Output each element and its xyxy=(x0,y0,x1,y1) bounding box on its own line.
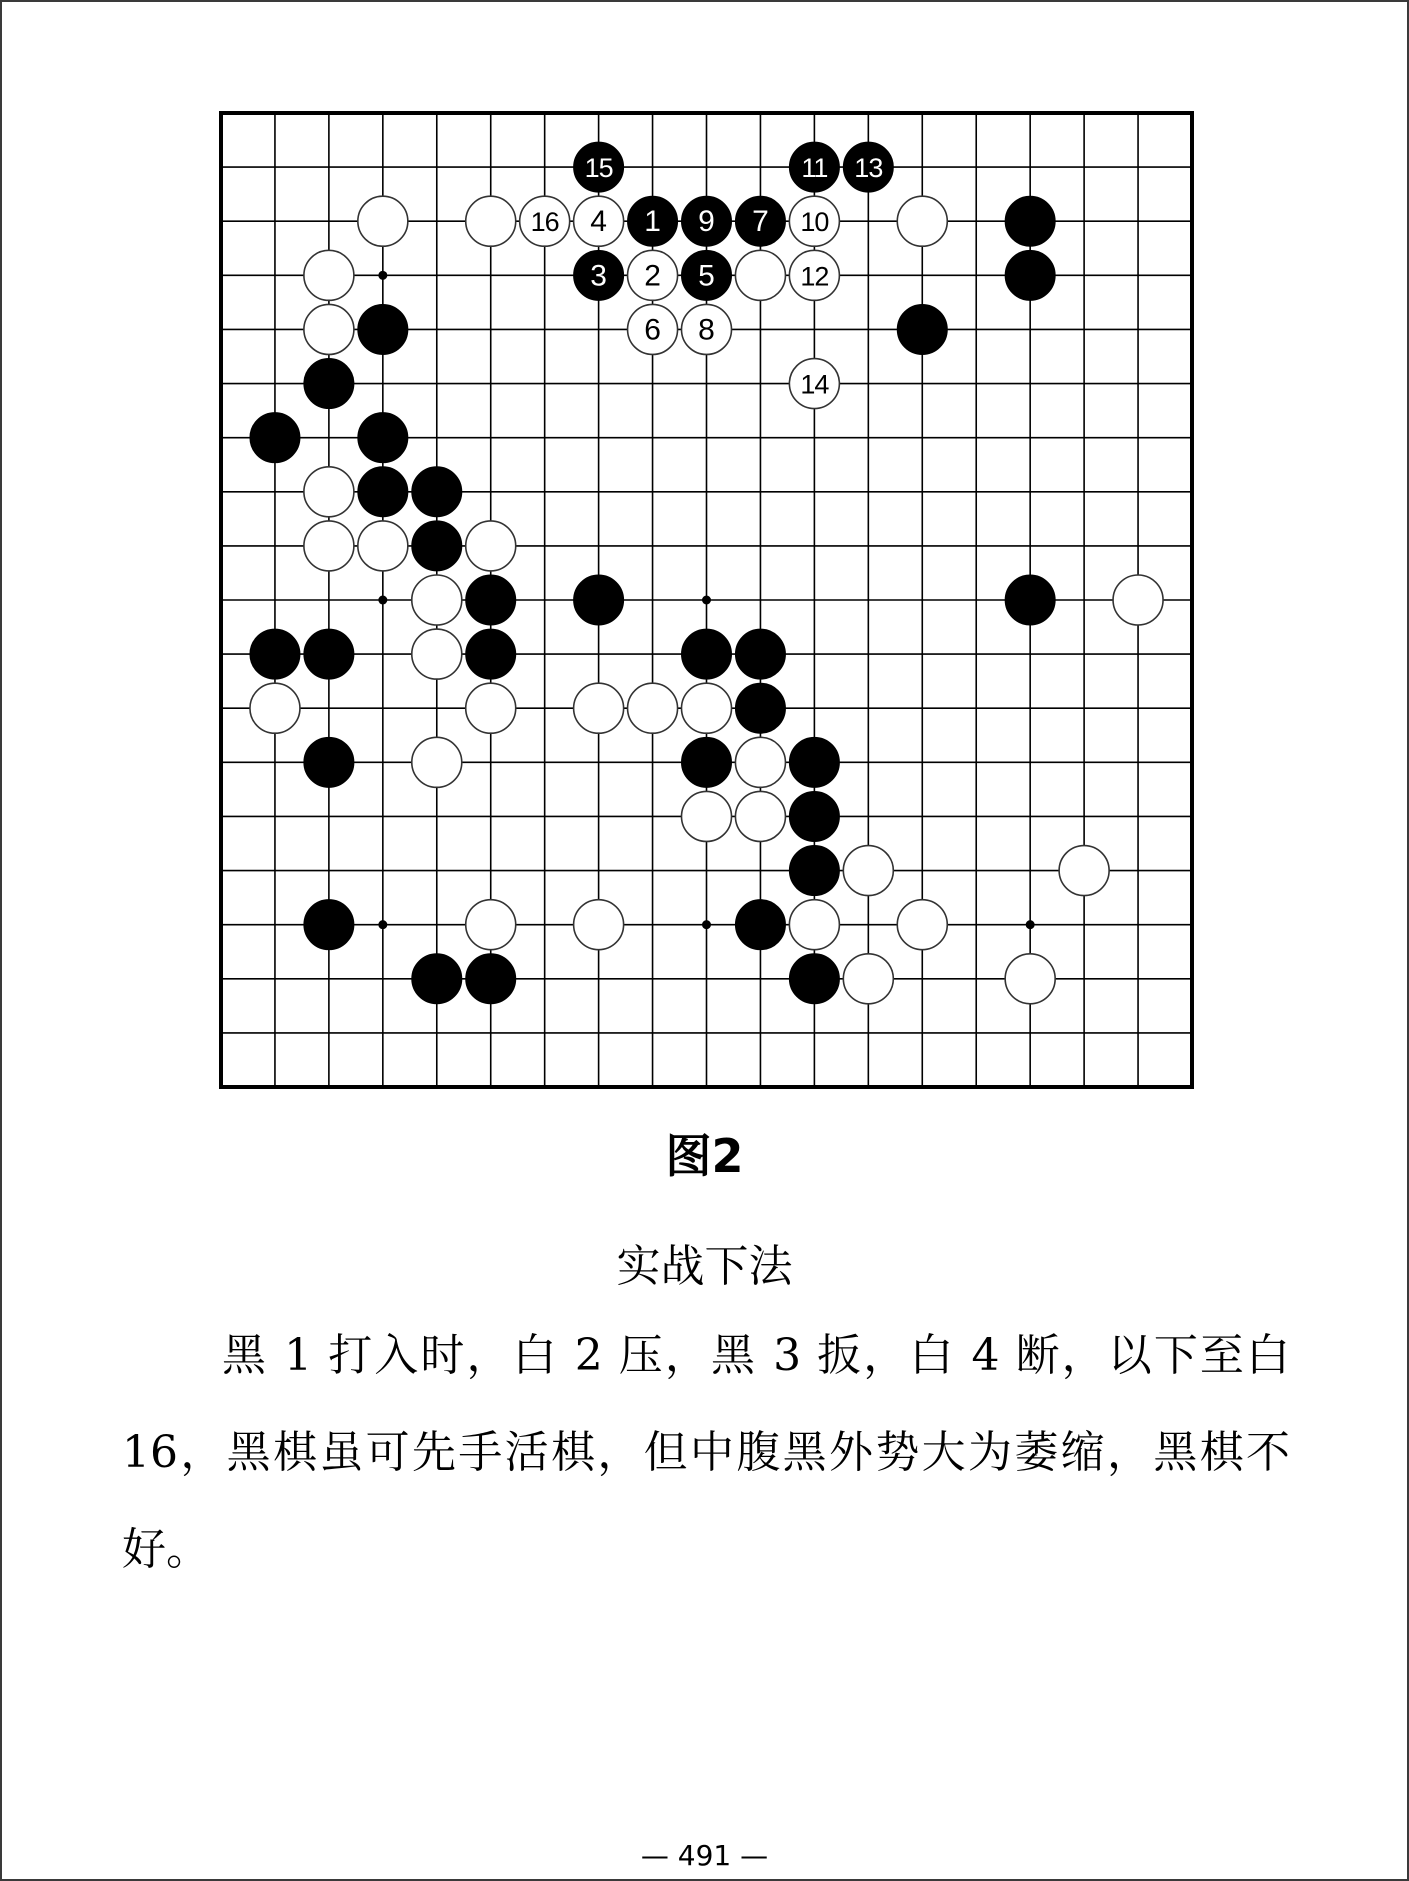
white-stone xyxy=(897,196,947,246)
black-stone xyxy=(466,629,516,679)
black-stone xyxy=(304,629,354,679)
black-stone xyxy=(412,467,462,517)
white-stone xyxy=(628,683,678,733)
white-stone xyxy=(682,683,732,733)
black-stone xyxy=(897,304,947,354)
black-stone xyxy=(358,413,408,463)
black-stone xyxy=(735,900,785,950)
section-subtitle: 实战下法 xyxy=(616,1241,793,1292)
black-stone xyxy=(304,900,354,950)
white-stone xyxy=(735,791,785,841)
body-paragraph: 黑 1 打入时，白 2 压，黑 3 扳，白 4 断，以下至白 16，黑棋虽可先手活棋，但中腹黑外势大为萎缩，黑棋不好。 xyxy=(122,1330,1290,1575)
white-stone xyxy=(682,791,732,841)
white-stone xyxy=(466,196,516,246)
black-stone xyxy=(574,575,624,625)
white-stone xyxy=(1059,846,1109,896)
black-stone xyxy=(358,467,408,517)
white-stone xyxy=(250,683,300,733)
white-stone xyxy=(304,521,354,571)
black-stone xyxy=(358,304,408,354)
black-stone xyxy=(789,954,839,1004)
black-stone xyxy=(304,737,354,787)
move-number-label: 14 xyxy=(800,369,829,400)
black-stone xyxy=(250,413,300,463)
black-stone xyxy=(412,954,462,1004)
black-stone xyxy=(250,629,300,679)
move-number-label: 15 xyxy=(584,153,613,184)
black-stone xyxy=(735,629,785,679)
star-point xyxy=(702,596,711,605)
white-stone xyxy=(304,304,354,354)
move-number-label: 2 xyxy=(644,259,661,293)
move-number-label: 10 xyxy=(800,207,829,238)
white-stone xyxy=(574,900,624,950)
move-number-label: 1 xyxy=(644,205,661,239)
star-point xyxy=(378,271,387,280)
white-stone xyxy=(1113,575,1163,625)
star-point xyxy=(1026,920,1035,929)
white-stone xyxy=(412,737,462,787)
black-stone xyxy=(789,846,839,896)
white-stone xyxy=(789,900,839,950)
black-stone xyxy=(1005,196,1055,246)
black-stone xyxy=(789,737,839,787)
white-stone xyxy=(304,250,354,300)
move-number-label: 6 xyxy=(644,313,661,347)
white-stone xyxy=(412,575,462,625)
black-stone xyxy=(1005,575,1055,625)
move-number-label: 16 xyxy=(530,207,559,238)
black-stone xyxy=(466,575,516,625)
black-stone xyxy=(682,629,732,679)
black-stone xyxy=(1005,250,1055,300)
white-stone xyxy=(412,629,462,679)
white-stone xyxy=(466,900,516,950)
star-point xyxy=(702,920,711,929)
black-stone xyxy=(304,359,354,409)
move-number-label: 7 xyxy=(752,205,769,239)
move-number-label: 4 xyxy=(590,205,607,239)
move-number-label: 3 xyxy=(590,259,607,293)
figure-caption: 图2 xyxy=(665,1129,744,1183)
white-stone xyxy=(466,521,516,571)
white-stone xyxy=(897,900,947,950)
star-point xyxy=(378,920,387,929)
page-number: — 491 — xyxy=(640,1839,769,1872)
move-number-label: 5 xyxy=(698,259,715,293)
go-board-diagram xyxy=(218,110,1195,1090)
black-stone xyxy=(735,683,785,733)
white-stone xyxy=(466,683,516,733)
black-stone xyxy=(789,791,839,841)
black-stone xyxy=(682,737,732,787)
white-stone xyxy=(358,521,408,571)
white-stone xyxy=(735,737,785,787)
move-number-label: 13 xyxy=(854,153,883,184)
white-stone xyxy=(843,846,893,896)
black-stone xyxy=(412,521,462,571)
white-stone xyxy=(735,250,785,300)
move-number-label: 8 xyxy=(698,313,715,347)
white-stone xyxy=(843,954,893,1004)
white-stone xyxy=(358,196,408,246)
white-stone xyxy=(304,467,354,517)
move-number-label: 11 xyxy=(801,153,828,184)
move-number-label: 12 xyxy=(800,261,829,292)
white-stone xyxy=(574,683,624,733)
star-point xyxy=(378,596,387,605)
move-number-label: 9 xyxy=(698,205,715,239)
black-stone xyxy=(466,954,516,1004)
white-stone xyxy=(1005,954,1055,1004)
